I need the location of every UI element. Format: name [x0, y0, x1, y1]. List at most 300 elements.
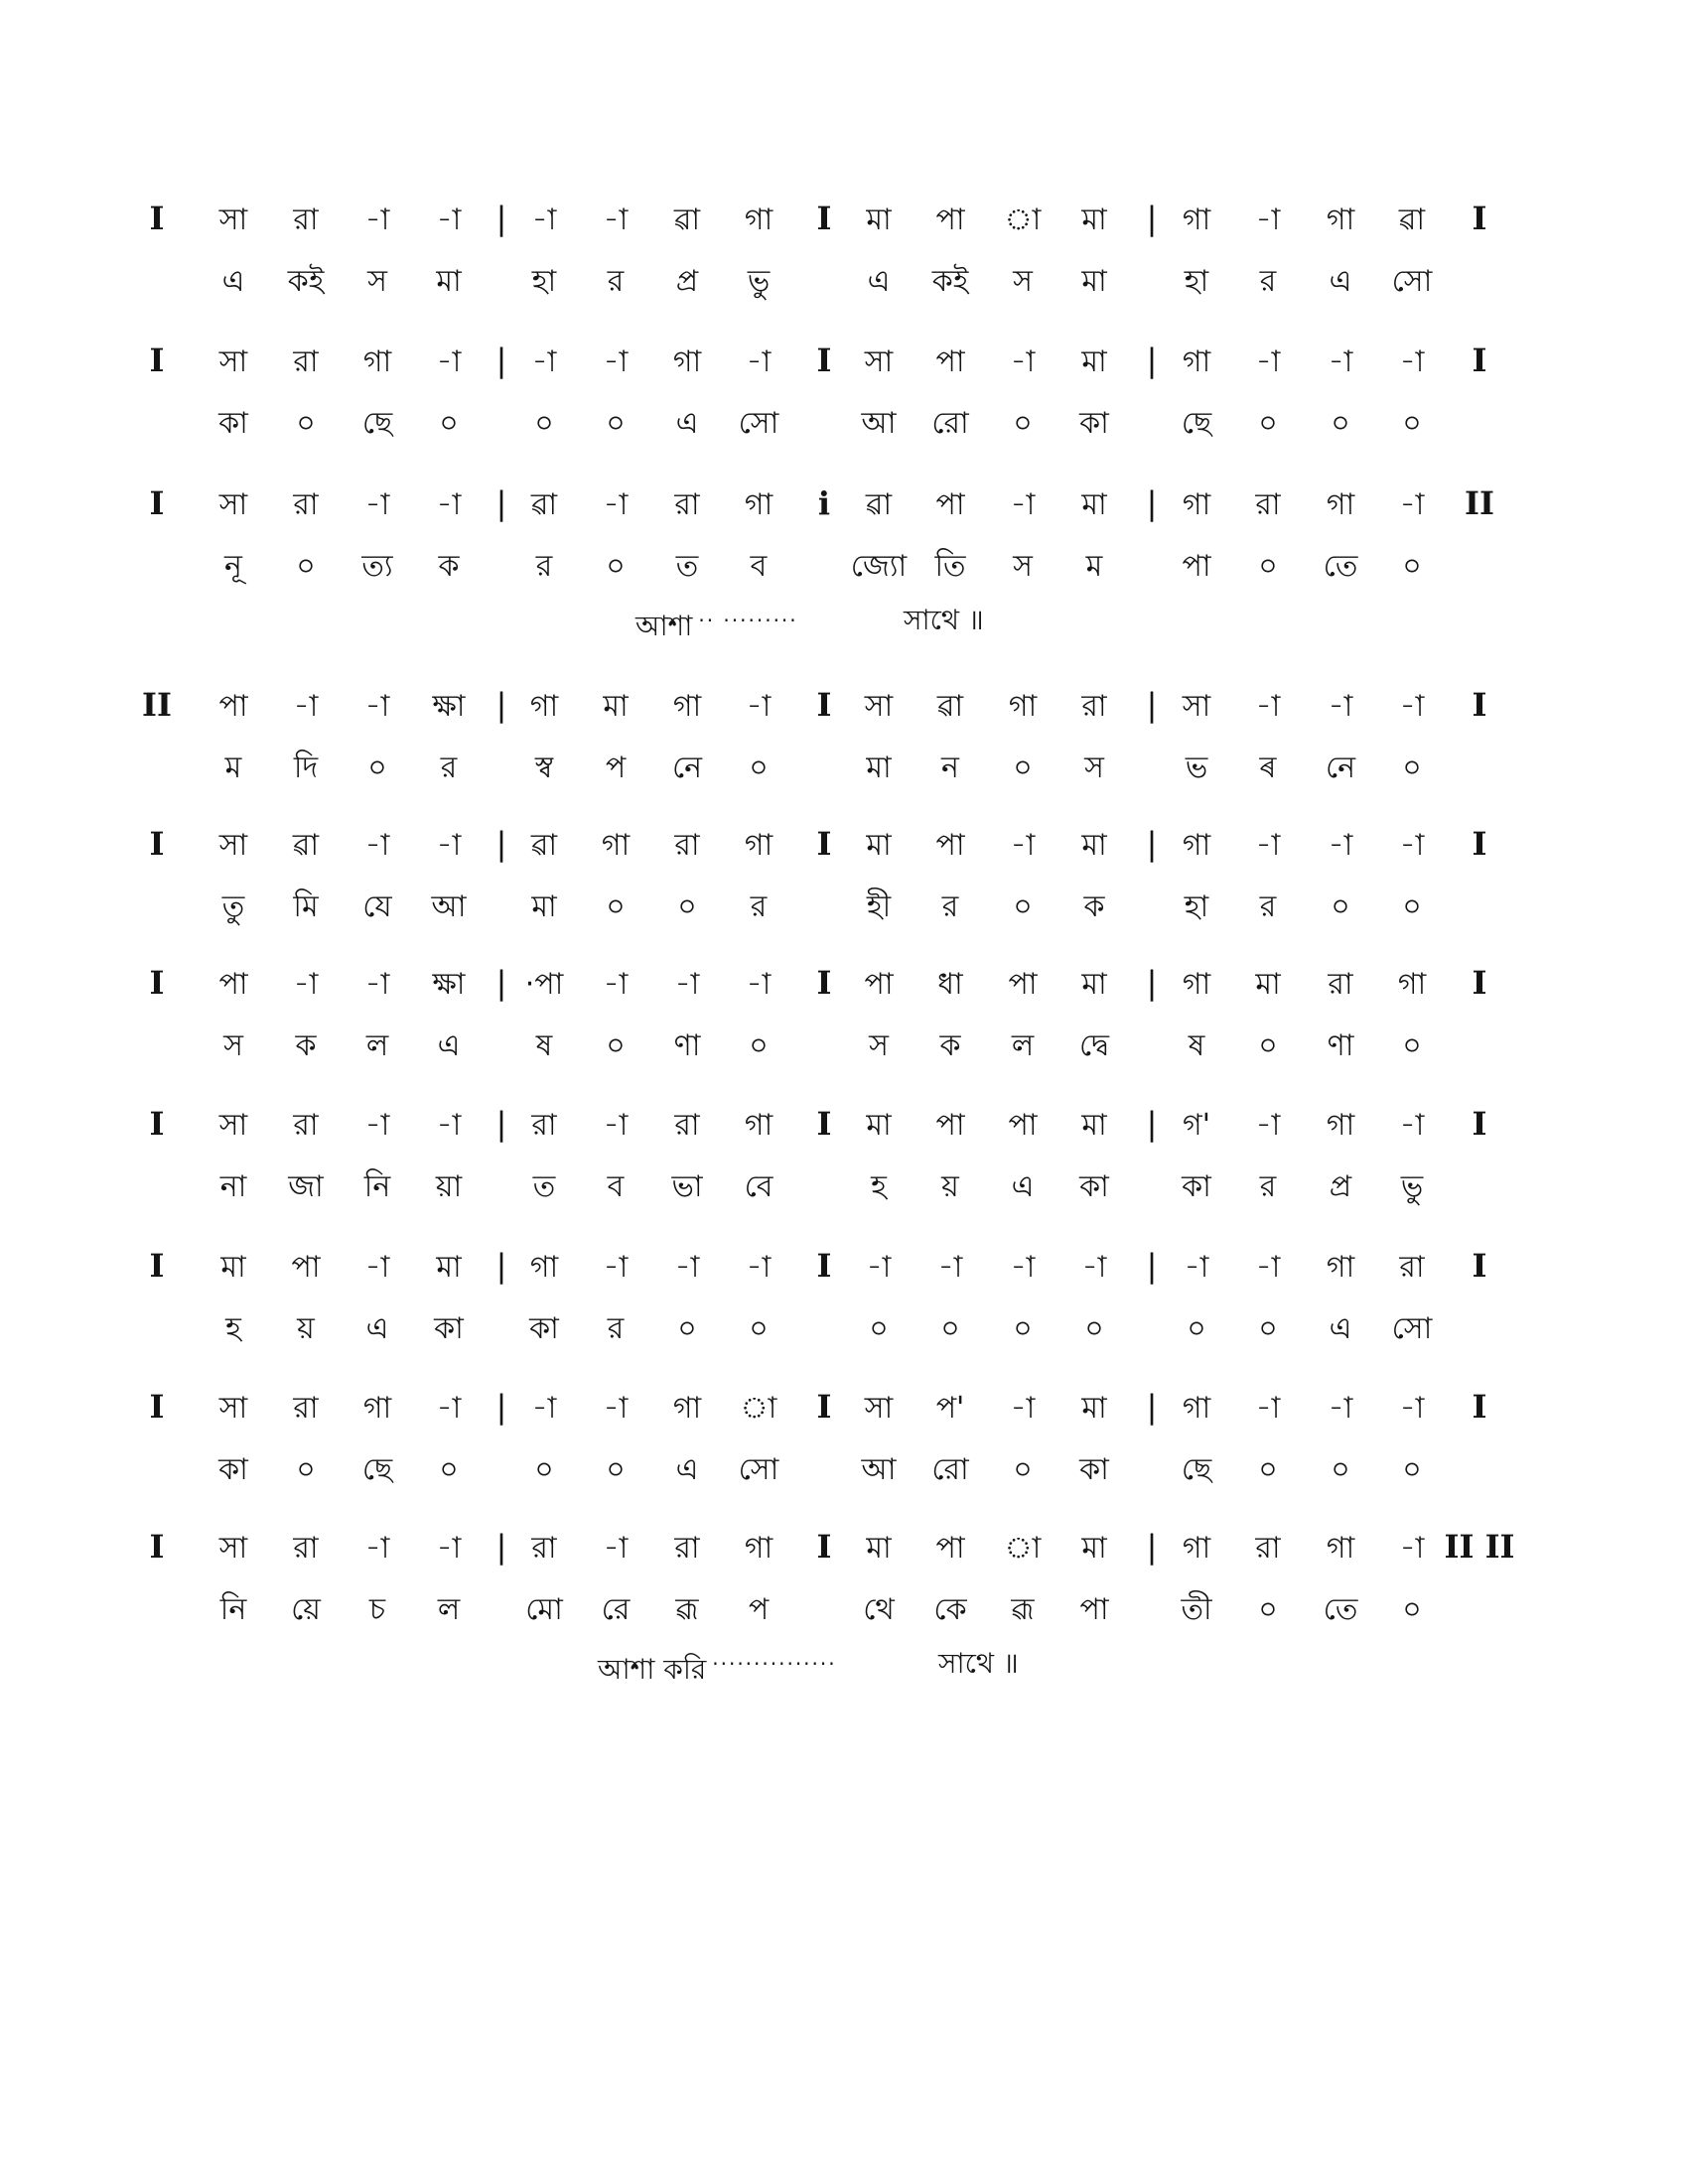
- swara-note: গা: [1182, 203, 1211, 237]
- swara-note: -া: [364, 487, 390, 522]
- swara-note: -া: [1255, 1108, 1281, 1143]
- swara-note: পা: [935, 1531, 965, 1566]
- swara-note: গা: [362, 1391, 392, 1426]
- swara-note: গা: [1326, 1108, 1355, 1143]
- swara-note: গা: [744, 828, 774, 863]
- swara-note: মা: [1081, 203, 1107, 237]
- swara-note: গা: [744, 487, 774, 522]
- swara-note: পা: [935, 203, 965, 237]
- lyric-row: [0, 402, 1688, 450]
- lyric-syllable: ০: [749, 751, 769, 785]
- lyric-syllable: হা: [1184, 889, 1209, 924]
- beat-divider: |: [495, 964, 507, 1002]
- swara-note: গা: [1182, 828, 1211, 863]
- lyric-syllable: ভু: [1400, 1169, 1424, 1204]
- lyric-syllable: কা: [529, 1311, 559, 1346]
- lyric-syllable: ছে: [1181, 1452, 1212, 1487]
- swara-note: গা: [1326, 1250, 1355, 1285]
- lyric-syllable: ০: [1013, 1452, 1033, 1487]
- lyric-syllable: ক: [438, 549, 460, 584]
- lyric-syllable: ৱূ: [675, 1592, 699, 1627]
- lyric-syllable: ০: [296, 1452, 316, 1487]
- lyric-syllable: পা: [1182, 549, 1211, 584]
- lyric-syllable: ০: [869, 1311, 889, 1346]
- swara-note: -া: [364, 1250, 390, 1285]
- swara-note: মা: [1081, 1108, 1107, 1143]
- lyric-row: [0, 886, 1688, 933]
- section-bar: I: [816, 1528, 832, 1566]
- lyric-syllable: এ: [365, 1311, 389, 1346]
- swara-note: -া: [1010, 487, 1036, 522]
- lyric-syllable: মা: [866, 751, 892, 785]
- swara-note: মা: [1255, 967, 1281, 1002]
- swara-note: -া: [674, 967, 700, 1002]
- section-bar: I: [149, 1105, 165, 1143]
- swara-note: ৱা: [292, 828, 320, 863]
- section-bar: I: [149, 825, 165, 863]
- lyric-syllable: না: [219, 1169, 247, 1204]
- lyric-syllable: দ্বে: [1078, 1028, 1109, 1063]
- swara-note: পা: [935, 1108, 965, 1143]
- lyric-syllable: ০: [1084, 1311, 1104, 1346]
- beat-divider: |: [1146, 1247, 1158, 1285]
- swara-note: গা: [672, 344, 702, 379]
- refrain-start-text: আশা: [635, 610, 693, 642]
- swara-note: সা: [864, 1391, 894, 1426]
- lyric-syllable: ছে: [361, 406, 393, 441]
- swara-row: [0, 685, 1688, 733]
- lyric-syllable: র: [1259, 889, 1277, 924]
- lyric-syllable: ০: [1331, 406, 1350, 441]
- swara-row: [0, 483, 1688, 531]
- section-bar: II: [1465, 484, 1494, 522]
- lyric-syllable: ০: [1402, 889, 1422, 924]
- section-bar: I: [816, 964, 832, 1002]
- section-bar: I: [816, 1105, 832, 1143]
- lyric-syllable: ০: [677, 1311, 697, 1346]
- lyric-syllable: ০: [439, 406, 459, 441]
- swara-note: গা: [744, 203, 774, 237]
- section-bar: I: [149, 484, 165, 522]
- lyric-syllable: স্ব: [534, 751, 554, 785]
- swara-note: মা: [1081, 967, 1107, 1002]
- swara-note: -া: [436, 1391, 462, 1426]
- swara-note: -া: [603, 1531, 629, 1566]
- swara-note: পা: [1008, 967, 1038, 1002]
- swara-note: -া: [1328, 828, 1353, 863]
- swara-note: -া: [364, 1108, 390, 1143]
- swara-note: মা: [866, 203, 892, 237]
- lyric-syllable: ০: [1402, 1028, 1422, 1063]
- lyric-syllable: তে: [1323, 549, 1358, 584]
- swara-note: -া: [1399, 1531, 1425, 1566]
- lyric-syllable: ০: [1258, 1592, 1278, 1627]
- swara-note: রা: [293, 1391, 319, 1426]
- lyric-syllable: ত্য: [361, 549, 393, 584]
- lyric-syllable: ০: [1258, 549, 1278, 584]
- swara-note: পা: [1008, 1108, 1038, 1143]
- swara-note: গা: [1326, 1531, 1355, 1566]
- section-bar: I: [816, 200, 832, 237]
- lyric-syllable: কা: [1182, 1169, 1211, 1204]
- section-bar: I: [149, 1247, 165, 1285]
- lyric-row: [0, 545, 1688, 593]
- lyric-syllable: ০: [1402, 406, 1422, 441]
- swara-note: -া: [364, 967, 390, 1002]
- swara-note: রা: [293, 487, 319, 522]
- lyric-syllable: সো: [738, 1452, 779, 1487]
- beat-divider: |: [1146, 964, 1158, 1002]
- lyric-syllable: ছে: [1181, 406, 1212, 441]
- swara-note: -া: [1399, 1391, 1425, 1426]
- lyric-syllable: য়ে: [291, 1592, 321, 1627]
- lyric-syllable: ০: [606, 1452, 626, 1487]
- lyric-syllable: ব: [750, 549, 768, 584]
- lyric-syllable: এ: [1329, 1311, 1352, 1346]
- lyric-syllable: ০: [439, 1452, 459, 1487]
- swara-note: -া: [1399, 487, 1425, 522]
- lyric-syllable: ত: [675, 549, 699, 584]
- lyric-syllable: ০: [1013, 751, 1033, 785]
- swara-note: -া: [364, 689, 390, 724]
- beat-divider: |: [1146, 1528, 1158, 1566]
- swara-note: রা: [674, 1108, 700, 1143]
- section-bar: I: [1472, 1388, 1487, 1426]
- swara-note: গা: [601, 828, 631, 863]
- lyric-syllable: স: [869, 1028, 889, 1063]
- lyric-syllable: ০: [606, 889, 626, 924]
- swara-note: ক্ষা: [432, 967, 466, 1002]
- swara-note: রা: [293, 344, 319, 379]
- swara-note: ৱা: [936, 689, 964, 724]
- lyric-syllable: ০: [1258, 406, 1278, 441]
- swara-note: গা: [529, 1250, 559, 1285]
- swara-note: া: [1004, 1531, 1042, 1566]
- swara-note: -া: [1255, 203, 1281, 237]
- swara-note: মা: [1081, 1391, 1107, 1426]
- lyric-syllable: ম: [1085, 549, 1103, 584]
- lyric-syllable: এ: [867, 264, 891, 299]
- lyric-syllable: র: [1259, 1169, 1277, 1204]
- swara-note: -া: [1010, 828, 1036, 863]
- refrain-ellipsis: ·· ·········: [698, 609, 798, 632]
- lyric-syllable: মা: [1081, 264, 1107, 299]
- lyric-syllable: ০: [1258, 1311, 1278, 1346]
- lyric-syllable: নে: [671, 751, 703, 785]
- swara-note: -া: [603, 1250, 629, 1285]
- lyric-syllable: ০: [1402, 1452, 1422, 1487]
- beat-divider: |: [495, 1105, 507, 1143]
- beat-divider: |: [495, 200, 507, 237]
- swara-note: -া: [1010, 344, 1036, 379]
- lyric-syllable: স: [223, 1028, 243, 1063]
- swara-note: সা: [1182, 689, 1211, 724]
- section-bar: I: [1472, 825, 1487, 863]
- lyric-syllable: স: [1013, 264, 1033, 299]
- lyric-syllable: কই: [287, 264, 325, 299]
- lyric-syllable: ভু: [747, 264, 771, 299]
- lyric-syllable: হা: [1184, 264, 1209, 299]
- lyric-syllable: প: [605, 751, 627, 785]
- lyric-syllable: ৰ: [1259, 751, 1277, 785]
- refrain-end: সাথে ॥: [904, 604, 984, 636]
- swara-note: রা: [674, 487, 700, 522]
- beat-divider: |: [1146, 686, 1158, 724]
- beat-divider: |: [495, 686, 507, 724]
- lyric-syllable: ক: [939, 1028, 961, 1063]
- lyric-syllable: ০: [606, 1028, 626, 1063]
- lyric-syllable: তে: [1323, 1592, 1358, 1627]
- swara-note: -া: [746, 344, 772, 379]
- swara-note: সা: [864, 344, 894, 379]
- lyric-syllable: ছে: [361, 1452, 393, 1487]
- lyric-syllable: এ: [221, 264, 245, 299]
- lyric-syllable: হ: [225, 1311, 241, 1346]
- beat-divider: |: [1146, 1388, 1158, 1426]
- swara-note: রা: [293, 1531, 319, 1566]
- lyric-syllable: ব: [607, 1169, 625, 1204]
- swara-note: সা: [864, 689, 894, 724]
- lyric-row: [0, 1307, 1688, 1355]
- swara-row: [0, 199, 1688, 246]
- swara-note: গা: [672, 689, 702, 724]
- lyric-syllable: ০: [534, 1452, 554, 1487]
- swara-note: -া: [1184, 1250, 1209, 1285]
- swara-note: গা: [1397, 967, 1427, 1002]
- lyric-row: [0, 1588, 1688, 1636]
- swara-note: -া: [1255, 689, 1281, 724]
- swara-note: রা: [1399, 1250, 1425, 1285]
- lyric-syllable: রো: [931, 1452, 969, 1487]
- swara-note: মা: [1081, 344, 1107, 379]
- swara-note: মা: [1081, 487, 1107, 522]
- swara-note: গা: [1182, 967, 1211, 1002]
- lyric-syllable: ল: [365, 1028, 389, 1063]
- swara-note: -া: [603, 203, 629, 237]
- lyric-syllable: হী: [866, 889, 892, 924]
- section-bar: I: [1472, 1247, 1487, 1285]
- lyric-syllable: র: [607, 1311, 625, 1346]
- swara-note: ৱা: [673, 203, 701, 237]
- swara-note: রা: [531, 1108, 557, 1143]
- swara-note: -া: [1399, 344, 1425, 379]
- lyric-syllable: এ: [675, 1452, 699, 1487]
- swara-note: -া: [364, 1531, 390, 1566]
- swara-note: -া: [1010, 1250, 1036, 1285]
- lyric-row: [0, 1448, 1688, 1496]
- swara-row: [0, 341, 1688, 388]
- lyric-syllable: র: [750, 889, 768, 924]
- lyric-syllable: প: [748, 1592, 770, 1627]
- lyric-syllable: ভ: [1185, 751, 1208, 785]
- lyric-syllable: ভা: [671, 1169, 703, 1204]
- lyric-syllable: এ: [675, 406, 699, 441]
- lyric-syllable: রো: [931, 406, 969, 441]
- swara-note: পা: [935, 828, 965, 863]
- lyric-syllable: তি: [934, 549, 966, 584]
- section-bar: I: [149, 1528, 165, 1566]
- swara-note: পা: [935, 487, 965, 522]
- swara-note: সা: [218, 487, 248, 522]
- lyric-syllable: য়া: [435, 1169, 463, 1204]
- swara-note: -া: [746, 689, 772, 724]
- lyric-syllable: প্র: [1329, 1169, 1352, 1204]
- section-bar: I: [816, 1388, 832, 1426]
- lyric-syllable: স: [367, 264, 387, 299]
- lyric-syllable: ০: [1187, 1311, 1206, 1346]
- swara-note: -া: [674, 1250, 700, 1285]
- lyric-syllable: ০: [1331, 889, 1350, 924]
- section-bar: I: [1472, 964, 1487, 1002]
- lyric-syllable: ক: [1083, 889, 1105, 924]
- swara-row: [0, 1387, 1688, 1434]
- swara-note: রা: [1255, 487, 1281, 522]
- swara-note: -া: [531, 1391, 557, 1426]
- swara-note: ধা: [937, 967, 963, 1002]
- lyric-syllable: মা: [531, 889, 557, 924]
- beat-divider: |: [1146, 200, 1158, 237]
- lyric-syllable: ০: [749, 1028, 769, 1063]
- lyric-syllable: ষ: [535, 1028, 553, 1063]
- refrain-start: [598, 1644, 837, 1690]
- lyric-syllable: ০: [606, 549, 626, 584]
- section-bar: II: [142, 686, 172, 724]
- swara-note: গা: [744, 1531, 774, 1566]
- lyric-syllable: কা: [1079, 406, 1109, 441]
- lyric-syllable: ণা: [673, 1028, 701, 1063]
- beat-divider: |: [1146, 341, 1158, 379]
- beat-divider: |: [495, 825, 507, 863]
- lyric-row: [0, 747, 1688, 794]
- lyric-syllable: জ্যো: [850, 549, 908, 584]
- beat-divider: |: [495, 1528, 507, 1566]
- lyric-syllable: সো: [1391, 264, 1433, 299]
- swara-note: -া: [1328, 1391, 1353, 1426]
- swara-note: সা: [218, 828, 248, 863]
- swara-note: মা: [1081, 1531, 1107, 1566]
- swara-note: গা: [744, 1108, 774, 1143]
- lyric-syllable: ০: [1258, 1028, 1278, 1063]
- swara-note: পা: [218, 689, 248, 724]
- lyric-syllable: ০: [1013, 406, 1033, 441]
- swara-note: া: [740, 1391, 777, 1426]
- beat-divider: |: [495, 1247, 507, 1285]
- lyric-syllable: এ: [1329, 264, 1352, 299]
- swara-note: সা: [218, 344, 248, 379]
- swara-note: গা: [529, 689, 559, 724]
- lyric-syllable: কই: [931, 264, 969, 299]
- swara-row: [0, 1246, 1688, 1294]
- lyric-syllable: তী: [1181, 1592, 1212, 1627]
- swara-note: মা: [866, 1531, 892, 1566]
- swara-note: পা: [935, 344, 965, 379]
- swara-note: -া: [746, 1250, 772, 1285]
- lyric-syllable: পা: [1079, 1592, 1109, 1627]
- lyric-syllable: র: [535, 549, 553, 584]
- swara-note: -া: [1328, 344, 1353, 379]
- lyric-syllable: স: [1084, 751, 1104, 785]
- lyric-syllable: ০: [677, 889, 697, 924]
- swara-note: -া: [293, 967, 319, 1002]
- swara-note: -া: [603, 1391, 629, 1426]
- lyric-syllable: হ: [871, 1169, 887, 1204]
- lyric-syllable: ০: [296, 549, 316, 584]
- lyric-syllable: দি: [293, 751, 319, 785]
- lyric-syllable: ন: [941, 751, 959, 785]
- lyric-syllable: ল: [1011, 1028, 1035, 1063]
- lyric-syllable: স: [1013, 549, 1033, 584]
- lyric-syllable: মো: [525, 1592, 563, 1627]
- swara-row: [0, 1104, 1688, 1152]
- swara-note: পা: [864, 967, 894, 1002]
- swara-note: রা: [293, 1108, 319, 1143]
- lyric-syllable: ০: [1402, 1592, 1422, 1627]
- lyric-syllable: এ: [1011, 1169, 1035, 1204]
- section-bar: I: [816, 341, 832, 379]
- lyric-syllable: ০: [606, 406, 626, 441]
- lyric-syllable: নি: [363, 1169, 391, 1204]
- lyric-syllable: ত: [532, 1169, 556, 1204]
- lyric-syllable: আ: [431, 889, 467, 924]
- lyric-syllable: চ: [368, 1592, 386, 1627]
- lyric-syllable: ০: [940, 1311, 960, 1346]
- lyric-syllable: নূ: [224, 549, 242, 584]
- swara-note: রা: [531, 1531, 557, 1566]
- swara-note: মা: [866, 828, 892, 863]
- lyric-syllable: র: [607, 264, 625, 299]
- swara-note: সা: [218, 1391, 248, 1426]
- lyric-syllable: ০: [296, 406, 316, 441]
- swara-note: প': [935, 1391, 965, 1426]
- swara-note: মা: [220, 1250, 246, 1285]
- swara-note: ৱা: [530, 828, 558, 863]
- lyric-syllable: ০: [749, 1311, 769, 1346]
- swara-note: -া: [1255, 1391, 1281, 1426]
- section-bar: I: [149, 964, 165, 1002]
- swara-note: -া: [531, 203, 557, 237]
- refrain-start-text: আশা করি: [598, 1653, 707, 1686]
- swara-note: সা: [218, 1108, 248, 1143]
- lyric-syllable: র: [941, 889, 959, 924]
- swara-note: গা: [1326, 487, 1355, 522]
- swara-note: গা: [1182, 1531, 1211, 1566]
- lyric-syllable: কা: [218, 406, 248, 441]
- swara-note: -া: [937, 1250, 963, 1285]
- section-bar: I: [816, 825, 832, 863]
- section-bar: I: [1472, 686, 1487, 724]
- lyric-syllable: ০: [367, 751, 387, 785]
- swara-note: -া: [436, 487, 462, 522]
- section-bar: I: [149, 200, 165, 237]
- lyric-syllable: আ: [861, 1452, 897, 1487]
- swara-note: মা: [866, 1108, 892, 1143]
- lyric-syllable: ৱূ: [1011, 1592, 1035, 1627]
- swara-note: -া: [603, 1108, 629, 1143]
- section-bar: I: [149, 1388, 165, 1426]
- lyric-syllable: ০: [1258, 1452, 1278, 1487]
- swara-note: -া: [1255, 828, 1281, 863]
- lyric-syllable: ০: [1013, 889, 1033, 924]
- section-bar: I: [1472, 1105, 1487, 1143]
- lyric-syllable: ০: [1402, 751, 1422, 785]
- swara-note: গা: [1182, 1391, 1211, 1426]
- swara-note: -া: [531, 344, 557, 379]
- swara-note: সা: [218, 203, 248, 237]
- swara-note: গা: [1008, 689, 1038, 724]
- swara-note: সা: [218, 1531, 248, 1566]
- lyric-syllable: তু: [221, 889, 245, 924]
- swara-note: -া: [293, 689, 319, 724]
